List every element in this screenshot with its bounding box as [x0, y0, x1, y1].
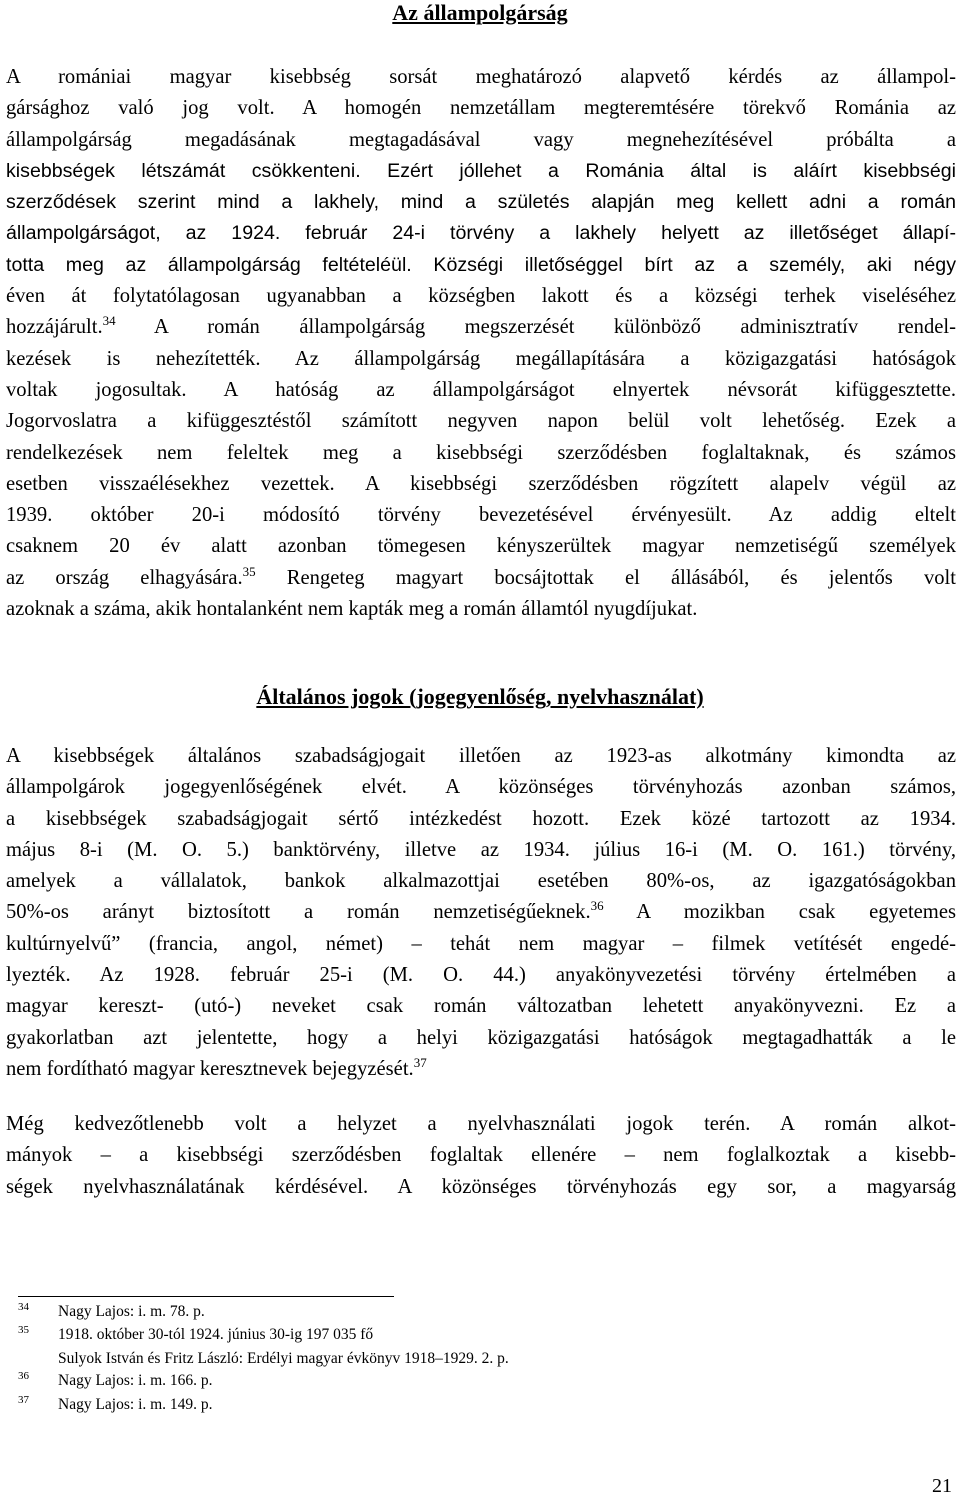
footnote-ref-35: 35 [242, 563, 256, 579]
footnote-item [18, 1324, 918, 1347]
text-line [6, 897, 956, 928]
text-line: A romániai magyar kisebbség sorsát meghatározó alapvető kérdés az állampol- [6, 66, 956, 88]
footnote-ref-36: 36 [590, 898, 604, 914]
text-fragment: Rengeteg magyart bocsájtottak el állásából, és jelentős volt [286, 566, 956, 589]
page-number: 21 [932, 1475, 952, 1497]
text-line: kezések is nehezítették. Az állampolgárság megállapítására a közigazgatási hatóságok [6, 347, 956, 370]
text-line: gársághoz való jog volt. A homogén nemzetállam megteremtésére törekvő Románia az [6, 97, 956, 120]
text-line: Még kedvezőtlenebb volt a helyzet a nyelvhasználati jogok terén. A román alkot- [6, 1113, 956, 1135]
text-line: lyezték. Az 1928. február 25-i (M. O. 44.) anyakönyvezetési törvény értelmében a [6, 964, 956, 987]
text-line: kisebbségek létszámát csökkenteni. Ezért jóllehet a Románia által is aláírt kisebbségi [6, 159, 956, 182]
paragraph-general-rights [6, 741, 956, 1085]
text-line: ségek nyelvhasználatának kérdésével. A közönséges törvényhozás egy sor, a magyarság [6, 1175, 956, 1198]
text-line: mányok – a kisebbségi szerződésben foglaltak ellenére – nem foglalkoztak a kisebb- [6, 1144, 956, 1167]
footnote-ref-37: 37 [413, 1054, 427, 1070]
text-line: éven át folytatólagosan ugyanabban a községben lakott és a községi terhek viseléséhez [6, 285, 956, 308]
text-line: magyar kereszt- (utó-) neveket csak román változatban lehetett anyakönyvezni. Ez a [6, 995, 956, 1018]
footnote-text: Nagy Lajos: i. m. 166. p. [58, 1372, 213, 1390]
text-line: állampolgárok jogegyenlőségének elvét. A közönséges törvényhozás azonban számos, [6, 776, 956, 799]
text-line [6, 563, 956, 594]
paragraph-language-use [6, 1109, 956, 1203]
text-line: állampolgárság megadásának megtagadásával vagy megnehezítésével próbálta a [6, 128, 956, 151]
text-line: azoknak a száma, akik hontalanként nem kapták meg a román államtól nyugdíjukat. [6, 598, 698, 621]
paragraph-citizenship [6, 62, 956, 625]
text-fragment: A mozikban csak egyetemes [636, 901, 956, 924]
footnote-number: 36 [18, 1370, 29, 1383]
footnote-separator [18, 1296, 394, 1297]
text-line: a kisebbségek szabadságjogait sértő intézkedést hozott. Ezek közé tartozott az 1934. [6, 807, 956, 830]
text-line [6, 1054, 956, 1085]
text-fragment: 50%-os arányt biztosított a román nemzetiségűeknek. [6, 901, 591, 924]
footnote-text: Nagy Lajos: i. m. 149. p. [58, 1395, 213, 1413]
footnote-item [18, 1348, 918, 1370]
text-fragment: hozzájárult. [6, 316, 103, 339]
text-fragment: nem fordítható magyar keresztnevek bejegyzését. [6, 1057, 414, 1080]
footnote-item [18, 1301, 918, 1324]
text-line: amelyek a vállalatok, bankok alkalmazottjai esetében 80%-os, az igazgatóságokban [6, 870, 956, 893]
footnote-number: 34 [18, 1301, 29, 1313]
text-line: állampolgárságot, az 1924. február 24-i törvény a lakhely helyett az illetőséget állapí- [6, 222, 956, 245]
text-line: totta meg az állampolgárság feltételéül. Községi illetőséggel bírt az a személy, aki négy [6, 253, 956, 276]
footnote-text: Nagy Lajos: i. m. 78. p. [58, 1303, 205, 1320]
footnote-ref-34: 34 [102, 313, 116, 329]
footnote-number: 35 [18, 1324, 29, 1337]
footnote-text: 1918. október 30-tól 1924. június 30-ig 197 035 fő [58, 1326, 374, 1344]
text-line: május 8-i (M. O. 5.) banktörvény, illetve az 1934. július 16-i (M. O. 161.) törvény, [6, 838, 956, 861]
section-heading-general-rights: Általános jogok (jogegyenlőség, nyelvhasználat) [256, 684, 704, 709]
footnote-item [18, 1370, 918, 1393]
text-fragment: A román állampolgárság megszerzését különböző adminisztratív rendel- [154, 316, 957, 339]
footnote-number: 37 [18, 1393, 29, 1406]
text-line: gyakorlatban azt jelentette, hogy a helyi közigazgatási hatóságok megtagadhatták a le [6, 1026, 956, 1049]
text-line: A kisebbségek általános szabadságjogait illetően az 1923-as alkotmány kimondta az [6, 745, 956, 767]
text-line: szerződések szerint mind a lakhely, mind a születés alapján meg kellett adni a román [6, 191, 956, 214]
footnote-text: Sulyok István és Fritz László: Erdélyi magyar évkönyv 1918–1929. 2. p. [58, 1349, 509, 1367]
text-line: 1939. október 20-i módosító törvény bevezetésével érvényesült. Az addig eltelt [6, 504, 956, 527]
text-line: rendelkezések nem feleltek meg a kisebbségi szerződésben foglaltaknak, és számos [6, 441, 956, 464]
text-line: voltak jogosultak. A hatóság az állampolgárságot elnyertek névsorát kifüggesztette. [6, 378, 956, 401]
section-heading-citizenship: Az állampolgárság [392, 0, 568, 25]
text-line [6, 312, 956, 343]
text-line: kultúrnyelvű” (francia, angol, német) – tehát nem magyar – filmek vetítését engedé- [6, 932, 956, 955]
text-line: Jogorvoslatra a kifüggesztéstől számított negyven napon belül volt lehetőség. Ezek a [6, 410, 956, 433]
text-line: csaknem 20 év alatt azonban tömegesen kényszerültek magyar nemzetiségű személyek [6, 535, 956, 558]
footnotes [18, 1301, 918, 1417]
footnote-item [18, 1394, 918, 1417]
text-line: esetben visszaélésekhez vezettek. A kisebbségi szerződésben rögzített alapelv végül az [6, 472, 956, 495]
text-fragment: az ország elhagyására. [6, 566, 243, 589]
